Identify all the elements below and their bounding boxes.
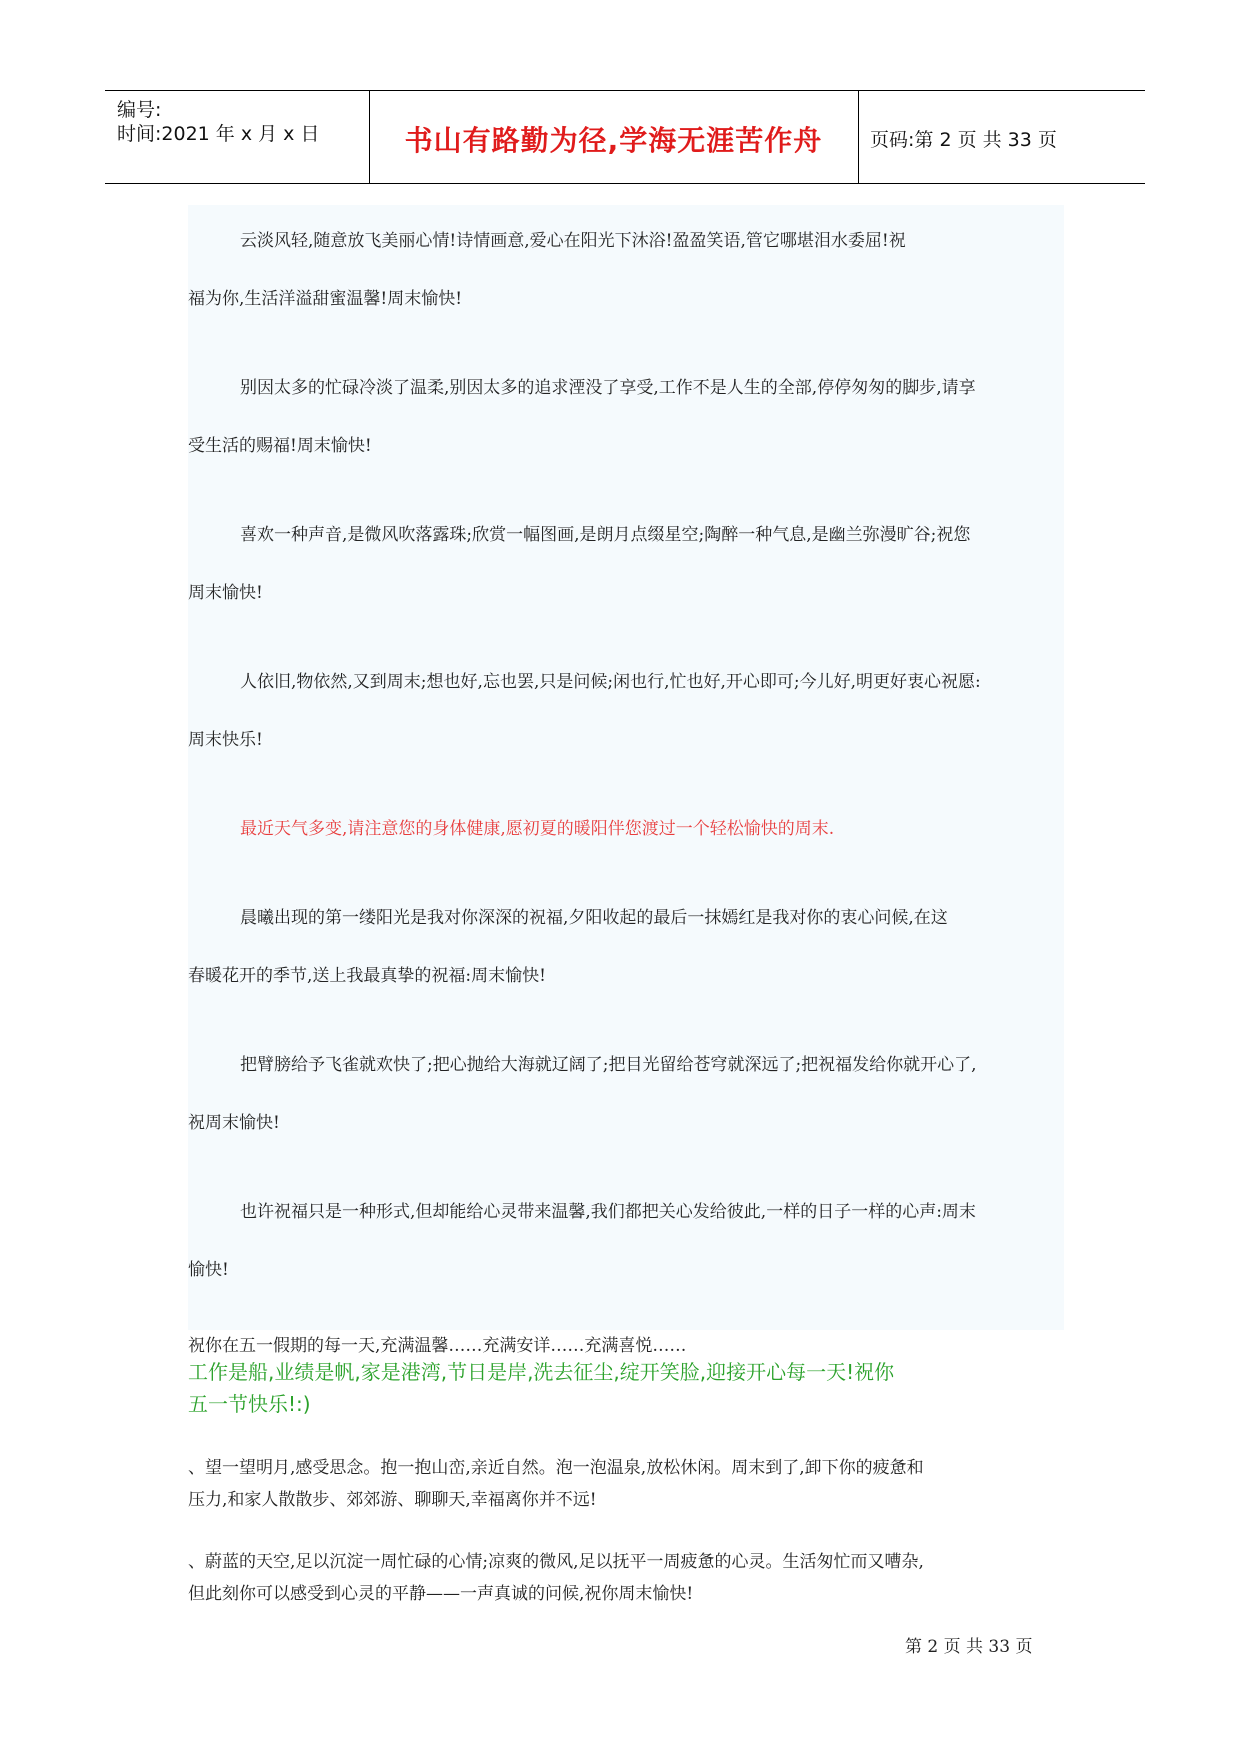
- extra-paragraph-1: 、望一望明月,感受思念。抱一抱山峦,亲近自然。泡一泡温泉,放松休闲。周末到了,卸下你的疲惫和 压力,和家人散散步、郊郊游、聊聊天,幸福离你并不远!: [188, 1458, 924, 1510]
- header-motto-cell: [369, 91, 859, 183]
- paragraph-1: 云淡风轻,随意放飞美丽心情!诗情画意,爱心在阳光下沐浴!盈盈笑语,管它哪堪泪水委屈!祝 福为你,生活洋溢甜蜜温馨!周末愉快!: [188, 231, 906, 309]
- paragraph-3: 喜欢一种声音,是微风吹落露珠;欣赏一幅图画,是朗月点缀星空;陶醉一种气息,是幽兰弥漫旷谷;祝您 周末愉快!: [188, 525, 971, 603]
- highlight-paragraph: 最近天气多变,请注意您的身体健康,愿初夏的暖阳伴您渡过一个轻松愉快的周末.: [240, 819, 835, 839]
- paragraph-6: 晨曦出现的第一缕阳光是我对你深深的祝福,夕阳收起的最后一抹嫣红是我对你的衷心问候,在这 春暖花开的季节,送上我最真挚的祝福:周末愉快!: [188, 908, 948, 986]
- time-label: 时间:2021 年 x 月 x 日: [117, 123, 320, 145]
- paragraph-8: 也许祝福只是一种形式,但却能给心灵带来温馨,我们都把关心发给彼此,一样的日子一样的心声:周末 愉快!: [188, 1202, 976, 1280]
- wuyi-greeting: 祝你在五一假期的每一天,充满温馨……充满安详……充满喜悦……: [188, 1336, 687, 1356]
- page-footer: 第 2 页 共 33 页: [905, 1637, 1033, 1657]
- motto-text: 书山有路勤为径,学海无涯苦作舟: [404, 124, 823, 157]
- green-greeting: 工作是船,业绩是帆,家是港湾,节日是岸,洗去征尘,绽开笑脸,迎接开心每一天!祝你 五一节快乐!:): [188, 1360, 895, 1416]
- paragraph-4: 人依旧,物依然,又到周末;想也好,忘也罢,只是问候;闲也行,忙也好,开心即可;今儿好,明更好衷心祝愿: 周末快乐!: [188, 672, 981, 750]
- paragraph-7: 把臂膀给予飞雀就欢快了;把心抛给大海就辽阔了;把目光留给苍穹就深远了;把祝福发给你就开心了, 祝周末愉快!: [188, 1055, 977, 1133]
- number-label: 编号:: [117, 99, 162, 121]
- page-number-label: 页码:第 2 页 共 33 页: [870, 129, 1057, 151]
- header-page-cell: [858, 91, 1145, 183]
- header-meta-cell: [105, 91, 370, 183]
- paragraph-2: 别因太多的忙碌冷淡了温柔,别因太多的追求湮没了享受,工作不是人生的全部,停停匆匆的脚步,请享 受生活的赐福!周末愉快!: [188, 378, 976, 456]
- extra-paragraph-2: 、蔚蓝的天空,足以沉淀一周忙碌的心情;凉爽的微风,足以抚平一周疲惫的心灵。生活匆忙而又嘈杂, 但此刻你可以感受到心灵的平静——一声真诚的问候,祝你周末愉快!: [188, 1552, 924, 1604]
- document-header: [105, 90, 1145, 184]
